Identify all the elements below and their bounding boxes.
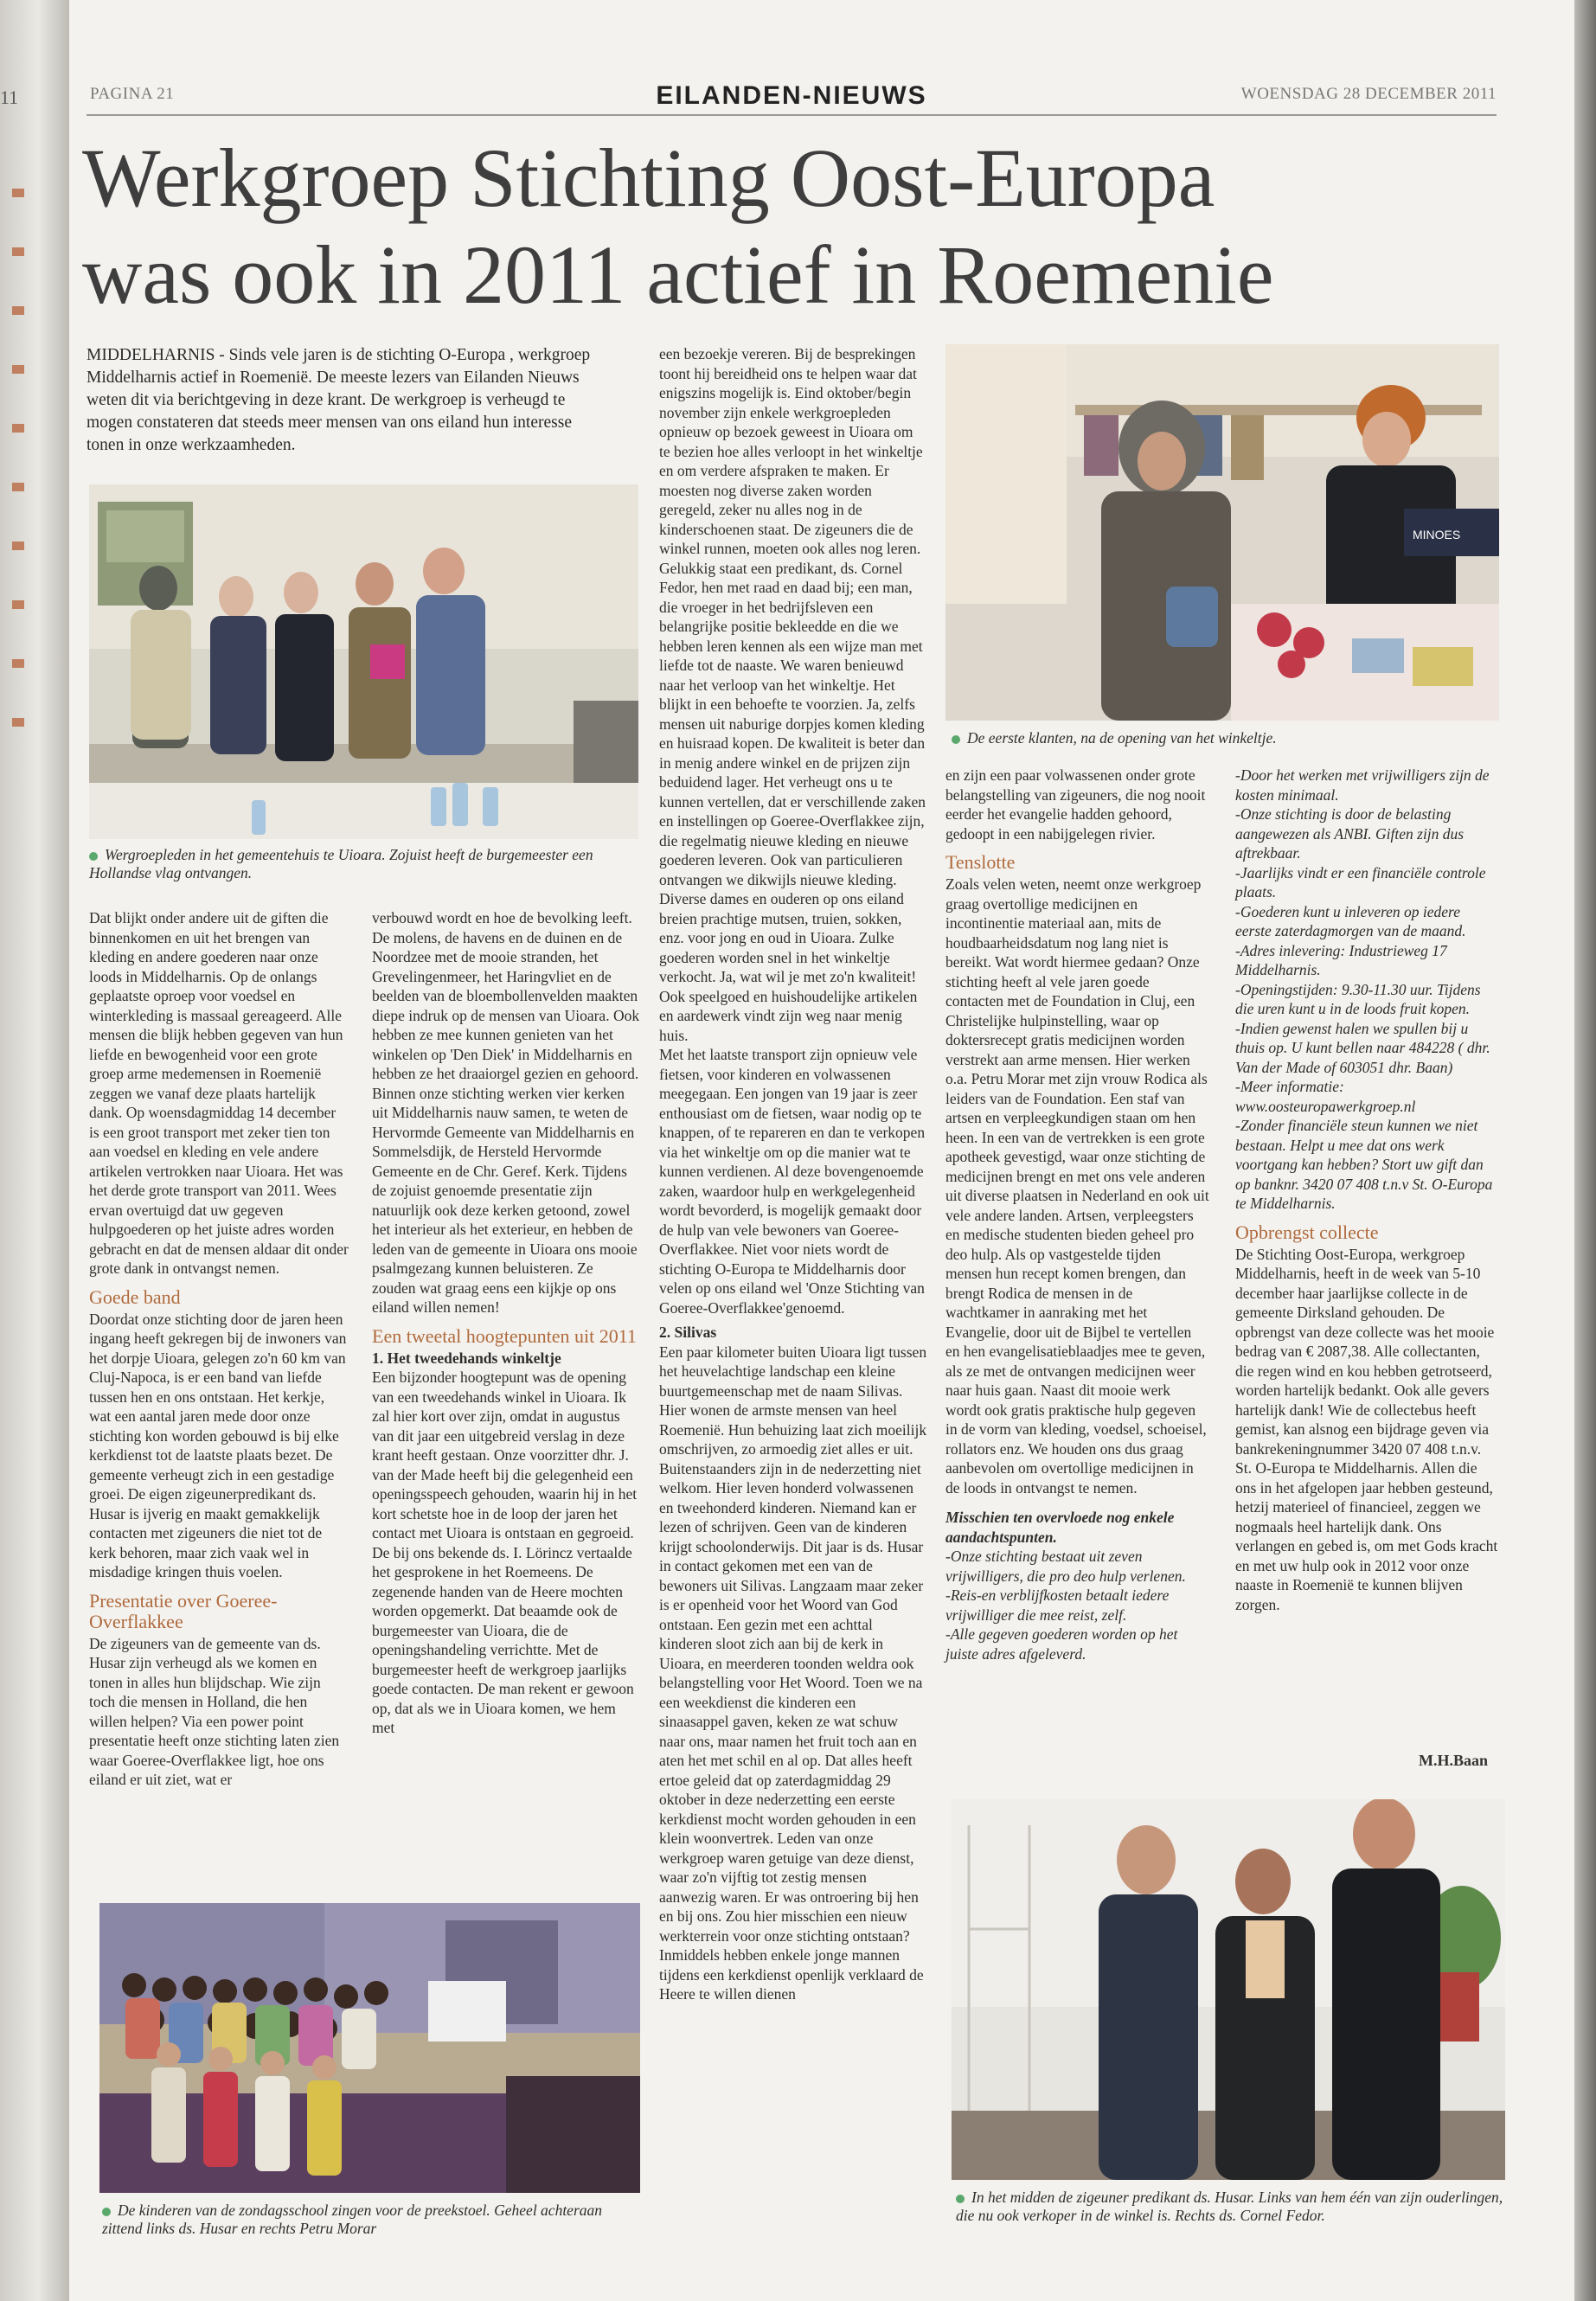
col2-paragraph-2: Een bijzonder hoogtepunt was de opening van een tweedehands winkel in Uioara. Ik zal hier kort over zijn, omdat in augustus van dit jaar een uitgebreid verslag in deze krant heeft gestaan. Onze voorzitter dhr. J. van der Made heeft bij die gelegenheid een openingsspeech gehouden, waarin hij in het kort schetste hoe in de loop der jaren het contact met Uioara is ontstaan en gegroeid. De bij ons bekende ds. I. Lörincz vertaalde het gesprokene in het Roemeens. De zegenende handen van de Heere mochten worden opgemerkt. Dat beaamde ook de burgemeester van Uioara, die de openingshandeling verrichtte. Met de burgemeester heeft de werkgroep jaarlijks goede contacten. De man rekent er gewoon op, dat als we in Uioara komen, we hem met bbox=[372, 1368, 638, 1736]
subheading-collecte: Opbrengst collecte bbox=[1235, 1221, 1379, 1243]
col1-paragraph-2: Doordat onze stichting door de jaren heen ingang heeft gekregen bij de inwoners van het dorpje Uioara, gelegen zo'n 60 km van Cluj-Napoca, is er een band van liefde tussen hen en ons ontstaan. Het kerkje, wat een aantal jaren mede door onze stichting kon worden gebouwd is bij elke kerkdienst tot de laatste plaats bezet. De gemeente verheugt zich in een gestadige groei. De eigen zigeunerpredikant ds. Husar is ijverig en maakt gemakkelijk contacten met zigeuners die niet tot de kerk behoren, maar zich vaak wel in misdadige kringen thuis voelen. bbox=[89, 1310, 347, 1580]
caption-photo-4-text: In het midden de zigeuner predikant ds. Husar. Links van hem één van zijn ouderlingen, die nu ook verkoper in de winkel is. Rechts ds. Cornel Fedor. bbox=[956, 2189, 1503, 2224]
caption-photo-2 bbox=[952, 729, 1505, 747]
article-lead: MIDDELHARNIS - Sinds vele jaren is de stichting O-Europa , werkgroep Middelharnis actief in Roemenië. De meeste lezers van Eilanden Nieuws weten dit via berichtgeving in deze krant. De werkgroep is verheugd te mogen constateren dat steeds meer mensen van ons eiland hun interesse tonen in onze werkzaamheden. bbox=[87, 346, 591, 454]
col3-paragraph-3: Een paar kilometer buiten Uioara ligt tussen het heuvelachtige landschap een kleine buurtgemeenschap met de naam Silivas. Hier wonen de armste mensen van heel Roemenië. Hun behuizing laat zich moeilijk omschrijven, zo armoedig ziet alles er uit. Buitenstaanders zijn in de nederzetting niet welkom. Hier leven honderd volwassenen en tweehonderd kinderen. Niemand kan er lezen of schrijven. Geen van de kinderen krijgt schoolonderwijs. Dit jaar is ds. Husar in contact gekomen met een van de bewoners uit Silivas. Langzaam maar zeker is er openheid voor het Woord van God ontstaan. Een gezin met een achttal kinderen sloot zich aan bij de kerk in Uioara, en meerderen toonden weldra ook belangstelling voor Het Woord. Toen we na een weekdienst die kinderen een sinaasappel gaven, keken ze wat schuw naar ons, maar namen het fruit toch aan en aten het met schil en al op. Dat alles heeft ertoe geleid dat op zaterdagmiddag 29 oktober in deze nederzetting een eerste kerkdienst mocht worden gehouden in een klein woonvertrek. Leden van onze werkgroep waren getuige van deze dienst, waar zo'n vijftig tot zestig mensen aanwezig waren. Er was ontroering bij hen en bij ons. Zou hier misschien een nieuw werkterrein voor onze stichting ontstaan? Inmiddels hebben enkele jonge mannen tijdens een kerkdienst openlijk verklaard de Heere te willen dienen bbox=[659, 1343, 927, 2003]
subheading-tenslotte: Tenslotte bbox=[945, 851, 1016, 873]
point-3: -Alle gegeven goederen worden op het juiste adres afgeleverd. bbox=[945, 1625, 1178, 1663]
col5-paragraph-1: De Stichting Oost-Europa, werkgroep Middelharnis, heeft in de week van 5-10 december haar jaarlijkse collecte in de gemeente Dirksland gehouden. De opbrengst van deze collecte was het mooie bedrag van € 2087,38. Alle collectanten, die regen wind en kou hebben getrotseerd, worden hartelijk bedankt. Ook alle gevers hartelijk dank! Wie de collectebus heeft gemist, kan alsnog een bijdrage geven via bankrekeningnummer 3420 07 408 t.n.v. St. O-Europa te Middelharnis. Allen die ons in het afgelopen jaar hebben gesteund, hetzij materieel of financieel, zeggen we nogmaals heel hartelijk dank. Ons verlangen en gebed is, om met Gods kracht en met uw hulp ook in 2012 voor onze naaste in Roemenië te kunnen blijven zorgen. bbox=[1235, 1245, 1498, 1613]
point-6: -Jaarlijks vindt er een financiële controle plaats. bbox=[1235, 863, 1486, 901]
caption-photo-2-text: De eerste klanten, na de opening van het winkeltje. bbox=[967, 729, 1277, 747]
subheading-presentatie: Presentatie over Goeree-Overflakkee bbox=[89, 1589, 278, 1632]
photo-town-hall bbox=[89, 484, 638, 839]
caption-bullet-icon bbox=[956, 2195, 965, 2203]
page-number: PAGINA 21 bbox=[90, 85, 175, 103]
col3-paragraph-1: een bezoekje vereren. Bij de besprekingen toont hij bereidheid ons te helpen waar dat enigszins mogelijk is. Eind oktober/begin november zijn enkele werkgroepleden opnieuw op bezoek geweest in Uioara om te bezien hoe alles verloopt in het winkeltje en om verdere afspraken te maken. Er moesten nog diverse zaken worden geregeld, zeker nu alles nog in de kinderschoenen staat. De zigeuners die de winkel runnen, moeten ook alles nog leren. Gelukkig staat een predikant, ds. Cornel Fedor, hen met raad en daad bij; een man, die vroeger in het bedrijfsleven een belangrijke positie bekleedde en die we hebben leren kennen als een wijze man met liefde tot de naaste. We waren benieuwd naar het verloop van het winkeltje. Het blijkt in een behoefte te voorzien. Ja, zelfs mensen uit naburige dorpjes komen kleding en huisraad kopen. De kwaliteit is beter dan in menig andere winkel en de prijzen zijn beduidend lager. Het verheugt ons u te kunnen vertellen, dat er verschillende zaken en instellingen op Goeree-Overflakkee zijn, die regelmatig nieuwe kleding en nieuwe goederen leveren. Ook van particulieren ontvangen we dikwijls nieuwe kleding. Diverse dames en ouderen op ons eiland breien prachtige mutsen, truien, sokken, enz. voor jong en oud in Uioara. Zulke goederen worden snel in het winkeltje verkocht. Ja, wat wil je met zo'n kwaliteit! Ook speelgoed en huishoudelijke artikelen en aardewerk vindt zijn weg naar menig huis. bbox=[659, 345, 926, 1044]
col3-paragraph-2: Met het laatste transport zijn opnieuw vele fietsen, voor kinderen en volwassenen meegegaan. Een jongen van 19 jaar is zeer enthousiast om de fietsen, waar nodig op te knappen, of te repareren en dan te verkopen via het winkeltje om op die manier wat te kunnen verdienen. Al deze bovengenoemde zaken, waardoor hulp en werkgelegenheid wordt bevorderd, is mogelijk gemaakt door de hulp van vele bewoners van Goeree-Overflakkee. Niet voor niets wordt de stichting O-Europa te Middelharnis door velen op ons eiland wel 'Onze Stichting van Goeree-Overflakkee'genoemd. bbox=[659, 1046, 926, 1317]
previous-page-number: 11 bbox=[0, 87, 19, 108]
col4-paragraph-1: en zijn een paar volwassenen onder grote belangstelling van zigeuners, die nog nooit eerder het evangelie hadden gehoord, gedoopt in een nabijgelegen rivier. bbox=[945, 766, 1206, 843]
point-12: -Zonder financiële steun kunnen we niet bestaan. Helpt u mee dat ons werk voortgang kan hebben? Stort uw gift dan op banknr. 3420 07 408 t.n.v St. O-Europa te Middelharnis. bbox=[1235, 1117, 1493, 1212]
photo-shop-customers bbox=[945, 344, 1499, 721]
caption-photo-1 bbox=[89, 846, 643, 882]
point-10: -Indien gewenst halen we spullen bij u thuis op. U kunt bellen naar 484228 ( dhr. Van der Made of 603051 dhr. Baan) bbox=[1235, 1019, 1490, 1076]
caption-photo-3 bbox=[102, 2202, 643, 2238]
col1-paragraph-3: De zigeuners van de gemeente van ds. Husar zijn verheugd als we komen en tonen in alles hun blijdschap. Wie zijn toch die mensen in Holland, die hen willen helpen? Via een power point presentatie heeft onze stichting laten zien waar Goeree-Overflakkee ligt, hoe ons eiland er uit ziet, wat er bbox=[89, 1634, 340, 1788]
issue-date: WOENSDAG 28 DECEMBER 2011 bbox=[1240, 85, 1497, 103]
photo-three-men bbox=[952, 1799, 1505, 2180]
masthead bbox=[87, 80, 1497, 116]
previous-page-gutter bbox=[0, 0, 69, 2301]
caption-photo-4 bbox=[956, 2189, 1509, 2225]
article-column-3 bbox=[659, 344, 927, 2004]
point-1: -Onze stichting bestaat uit zeven vrijwilligers, die pro deo hulp verlenen. bbox=[945, 1548, 1186, 1585]
col4-paragraph-2: Zoals velen weten, neemt onze werkgroep graag overtollige medicijnen en incontinentie materiaal aan, mits de houdbaarheidsdatum nog lang niet is bereikt. Wat wordt hiermee gedaan? Onze stichting heeft al vele jaren goede contacten met de Foundation in Cluj, een Christelijke hulpinstelling, waar op doktersrecept gratis medicijnen worden verstrekt aan arme mensen. Hier werken o.a. Petru Morar met zijn vrouw Rodica als leiders van de Foundation. Een staf van artsen en verpleegkundigen staan om hen heen. In een van de vertrekken is een grote apotheek gevestigd, waar onze stichting de medicijnen brengt en met ons vele anderen uit diverse plaatsen in Nederland en ook uit vele andere landen. Artsen, verpleegsters en medische studenten bieden geheel pro deo hulp. Als op vastgestelde tijden mensen hun recept komen brengen, dan brengt Rodica de mensen in de wachtkamer in aanraking met het Evangelie, door uit de Bijbel te vertellen en hen evangelisatieblaadjes mee te geven, als ze met de ontvangen medicijnen weer naar huis gaan. Naast dit mooie werk wordt ook gratis praktische hulp gegeven in de vorm van kleding, voedsel, schoeisel, rollators enz. We houden ons dus graag aanbevolen om overtollige medicijnen in de loods in ontvangst te nemen. bbox=[945, 875, 1209, 1497]
caption-photo-1-text: Wergroepleden in het gemeentehuis te Uioara. Zojuist heeft de burgemeester een Hollandse vlag ontvangen. bbox=[89, 846, 593, 881]
col1-paragraph-1: Dat blijkt onder andere uit de giften die binnenkomen en uit het brengen van kleding en andere goederen naar onze loods in Middelharnis. Op de onlangs geplaatste oproep voor voedsel en winterkleding is massaal gereageerd. Alle mensen die blijk hebben gegeven van hun liefde en bewogenheid voor een grote groep arme medemensen in Roemenië zeggen we vanaf deze plaats hartelijk dank. Op woensdagmiddag 14 december is een groot transport met zeker tien ton aan voedsel en kleding en vele andere artikelen vertrokken naar Uioara. Het was het derde grote transport van 2011. Wees ervan overtuigd dat uw gegeven hulpgoederen op het juiste adres worden gebracht en dat de mensen aldaar dit onder grote dank in ontvangst nemen. bbox=[89, 909, 349, 1277]
point-8: -Adres inlevering: Industrieweg 17 Middelharnis. bbox=[1235, 941, 1447, 978]
photo-children-singing bbox=[99, 1903, 640, 2193]
article-headline bbox=[82, 130, 1509, 324]
subheading-hoogtepunten: Een tweetal hoogtepunten uit 2011 bbox=[372, 1324, 637, 1347]
headline-line-1: Werkgroep Stichting Oost-Europa bbox=[82, 131, 1215, 224]
point-5: -Onze stichting is door de belasting aangewezen als ANBI. Giften zijn dus aftrekbaar. bbox=[1235, 805, 1465, 862]
subheading-aandachtspunten: Misschien ten overvloede nog enkele aandachtspunten. bbox=[945, 1509, 1175, 1546]
point-7: -Goederen kunt u inleveren op iedere eerste zaterdagmorgen van de maand. bbox=[1235, 902, 1466, 939]
previous-page-fragments bbox=[12, 138, 38, 761]
col2-paragraph-1: verbouwd wordt en hoe de bevolking leeft. De molens, de havens en de duinen en de Noordzee met de mooie stranden, het Grevelingenmeer, het Haringvliet en de beelden van de bloembollenvelden maakten diepe indruk op de mensen van Uioara. Ook hebben ze mee kunnen genieten van het winkelen op 'Den Diek' in Middelharnis en hebben ze het draaiorgel gezien en gehoord. Binnen onze stichting werken vier kerken uit Middelharnis nauw samen, te weten de Hervormde Gemeente van Middelharnis en Sommelsdijk, de Hersteld Hervormde Gemeente en de Chr. Geref. Kerk. Tijdens de zojuist genoemde presentatie zijn natuurlijk ook deze kerken getoond, zowel het interieur als het exterieur, en hebben de leden van de gemeente in Uioara ons mooie psalmgezang kunnen beluisteren. Ze zouden wat graag eens een kijkje op ons eiland willen nemen! bbox=[372, 909, 640, 1316]
caption-bullet-icon bbox=[102, 2208, 111, 2216]
point-4: -Door het werken met vrijwilligers zijn de kosten minimaal. bbox=[1235, 766, 1490, 804]
headline-line-2: was ook in 2011 actief in Roemenie bbox=[82, 228, 1274, 321]
subheading-silivas: 2. Silivas bbox=[659, 1324, 717, 1341]
point-2: -Reis-en verblijfkosten betaalt iedere vrijwilliger die mee reist, zelf. bbox=[945, 1586, 1170, 1624]
newspaper-name: EILANDEN-NIEUWS bbox=[656, 81, 927, 110]
page-edge-shadow bbox=[1574, 0, 1596, 2301]
author-signature: M.H.Baan bbox=[1419, 1752, 1489, 1769]
shop-sign-text: MINOES bbox=[1413, 528, 1461, 542]
subheading-winkeltje: 1. Het tweedehands winkeltje bbox=[372, 1349, 561, 1367]
article-column-2 bbox=[372, 908, 640, 1738]
article-column-1 bbox=[89, 908, 349, 1790]
article-column-4 bbox=[945, 766, 1209, 1663]
point-9: -Openingstijden: 9.30-11.30 uur. Tijdens die uren kunt u in de loods fruit kopen. bbox=[1235, 980, 1481, 1017]
caption-bullet-icon bbox=[952, 735, 960, 744]
caption-bullet-icon bbox=[89, 852, 98, 861]
article-column-5 bbox=[1235, 766, 1499, 1614]
point-11: -Meer informatie: www.oosteuropawerkgroep.nl bbox=[1235, 1078, 1416, 1115]
caption-photo-3-text: De kinderen van de zondagsschool zingen voor de preekstoel. Geheel achteraan zittend links ds. Husar en rechts Petru Morar bbox=[102, 2202, 603, 2237]
subheading-goede-band: Goede band bbox=[89, 1285, 181, 1308]
